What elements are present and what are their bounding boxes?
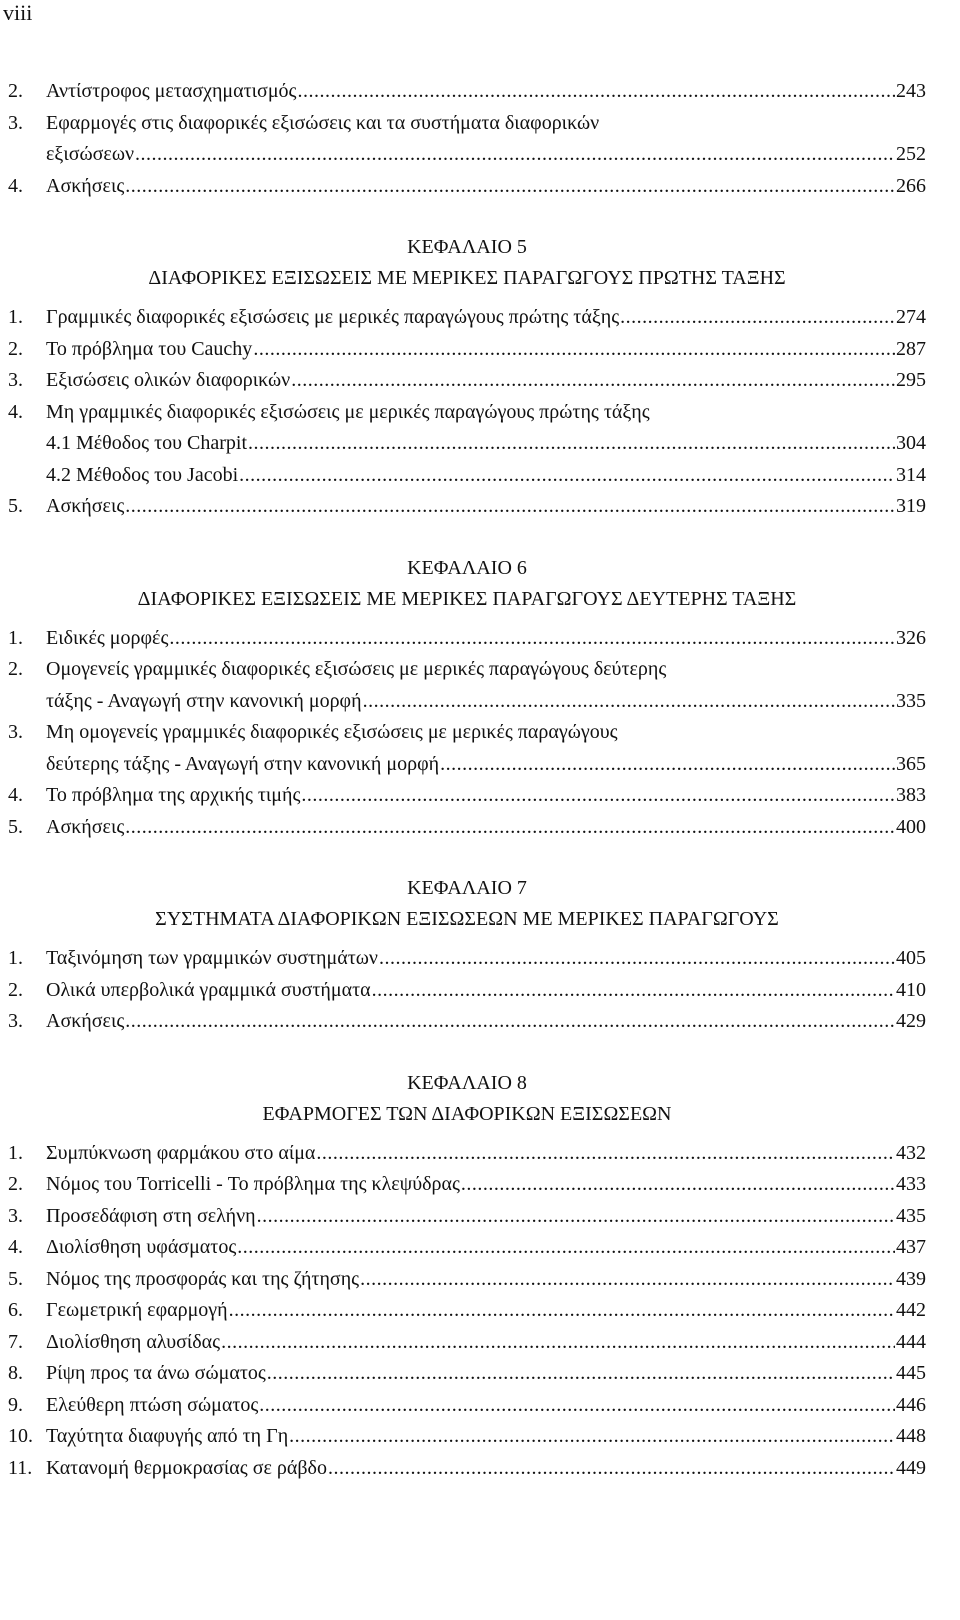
entry-title: Συμπύκνωση φαρμάκου στο αίμα <box>46 1141 316 1164</box>
entry-number: 1. <box>8 1141 23 1164</box>
toc-entry[interactable] <box>8 1327 926 1359</box>
entry-number: 4. <box>8 1236 23 1258</box>
entry-title: Ελεύθερη πτώση σώματος <box>46 1393 259 1416</box>
entry-number: 11. <box>8 1456 33 1479</box>
chapter-heading: ΔΙΑΦΟΡΙΚΕΣ ΕΞΙΣΩΣΕΙΣ ΜΕ ΜΕΡΙΚΕΣ ΠΑΡΑΓΩΓΟΥΣ ΔΕΥΤΕΡΗΣ ΤΑΞΗΣ <box>137 587 797 610</box>
entry-title: Εξισώσεις ολικών διαφορικών <box>46 369 291 391</box>
entry-page: 365 <box>896 752 926 775</box>
chapter-heading: ΔΙΑΦΟΡΙΚΕΣ ΕΞΙΣΩΣΕΙΣ ΜΕ ΜΕΡΙΚΕΣ ΠΑΡΑΓΩΓΟΥΣ ΠΡΩΤΗΣ ΤΑΞΗΣ <box>148 267 786 289</box>
toc-subentry[interactable] <box>8 460 926 492</box>
entry-number: 6. <box>8 1299 23 1321</box>
entry-title: Εφαρμογές στις διαφορικές εξισώσεις και τα συστήματα διαφορικών <box>46 111 600 134</box>
intro-section <box>8 76 926 202</box>
entry-page: 252 <box>896 143 926 165</box>
toc-entry[interactable] <box>8 812 926 844</box>
entry-page: 326 <box>896 626 926 649</box>
entry-page: 445 <box>896 1362 926 1384</box>
chapter-heading: ΕΦΑΡΜΟΓΕΣ ΤΩΝ ΔΙΑΦΟΡΙΚΩΝ ΕΞΙΣΩΣΕΩΝ <box>262 1102 672 1125</box>
entry-title: Ταχύτητα διαφυγής από τη Γη <box>46 1425 289 1447</box>
entry-number: 1. <box>8 626 23 649</box>
entry-number: 2. <box>8 80 23 102</box>
entry-number: 2. <box>8 337 23 360</box>
entry-title: Ασκήσεις <box>46 1010 125 1032</box>
entry-page: 410 <box>896 978 926 1001</box>
toc-entry[interactable] <box>8 1201 926 1233</box>
entry-title: Αντίστροφος μετασχηματισμός <box>46 80 297 102</box>
leader-dots <box>248 428 895 460</box>
toc-entry[interactable] <box>8 1390 926 1422</box>
leader-dots <box>297 76 895 108</box>
entry-title: Μη γραμμικές διαφορικές εξισώσεις με μερικές παραγώγους πρώτης τάξης <box>46 400 650 423</box>
toc-entry[interactable] <box>8 1421 926 1453</box>
toc-entry[interactable] <box>8 108 926 140</box>
toc-entry[interactable] <box>8 717 926 749</box>
entry-number: 5. <box>8 495 23 517</box>
leader-dots <box>267 1358 895 1390</box>
entry-title: Προσεδάφιση στη σελήνη <box>46 1204 256 1227</box>
entry-page: 295 <box>896 369 926 391</box>
entry-page: 405 <box>896 947 926 969</box>
entry-title: δεύτερης τάξης - Αναγωγή στην κανονική μορφή <box>46 752 440 775</box>
entry-title: Νόμος της προσφοράς και της ζήτησης <box>46 1267 360 1290</box>
entry-page: 433 <box>896 1173 926 1195</box>
leader-dots <box>289 1421 895 1453</box>
leader-dots <box>125 812 895 844</box>
toc-entry[interactable] <box>8 1264 926 1296</box>
leader-dots <box>316 1138 895 1170</box>
toc-entry-continuation[interactable] <box>8 139 926 171</box>
entry-page: 266 <box>896 174 926 197</box>
entry-number: 3. <box>8 721 23 743</box>
chapter-label: ΚΕΦΑΛΑΙΟ 7 <box>407 877 527 899</box>
entry-title: Ολικά υπερβολικά γραμμικά συστήματα <box>46 978 371 1001</box>
chapter-heading: ΣΥΣΤΗΜΑΤΑ ΔΙΑΦΟΡΙΚΩΝ ΕΞΙΣΩΣΕΩΝ ΜΕ ΜΕΡΙΚΕΣ ΠΑΡΑΓΩΓΟΥΣ <box>155 908 779 930</box>
toc-entry[interactable] <box>8 76 926 108</box>
entry-number: 5. <box>8 815 23 838</box>
toc-entry[interactable] <box>8 1138 926 1170</box>
entry-number: 1. <box>8 947 23 969</box>
entry-title: Διολίσθηση αλυσίδας <box>46 1330 221 1353</box>
toc-entry[interactable] <box>8 623 926 655</box>
entry-title: Γεωμετρική εφαρμογή <box>46 1299 228 1321</box>
toc-entry[interactable] <box>8 780 926 812</box>
entry-number: 10. <box>8 1425 33 1447</box>
chapter-8-entries <box>8 1138 926 1485</box>
entry-title: 4.1 Μέθοδος του Charpit <box>46 432 248 454</box>
entry-page: 442 <box>896 1299 926 1321</box>
entry-number: 4. <box>8 784 23 806</box>
entry-page: 432 <box>896 1141 926 1164</box>
toc-entry[interactable] <box>8 975 926 1007</box>
leader-dots <box>229 1295 895 1327</box>
leader-dots <box>291 365 895 397</box>
chapter-label: ΚΕΦΑΛΑΙΟ 5 <box>407 236 527 258</box>
toc-entry[interactable] <box>8 1232 926 1264</box>
toc-entry-continuation[interactable] <box>8 749 926 781</box>
toc-entry[interactable] <box>8 1358 926 1390</box>
entry-number: 3. <box>8 1204 23 1227</box>
chapter-label: ΚΕΦΑΛΑΙΟ 8 <box>407 1071 527 1094</box>
leader-dots <box>360 1264 895 1296</box>
toc-entry[interactable] <box>8 1295 926 1327</box>
entry-page: 274 <box>896 306 926 328</box>
leader-dots <box>253 334 895 366</box>
entry-page: 437 <box>896 1236 926 1258</box>
chapter-7-entries <box>8 943 926 1038</box>
chapter-label: ΚΕΦΑΛΑΙΟ 6 <box>407 556 527 579</box>
entry-page: 314 <box>896 463 926 486</box>
entry-number: 4. <box>8 400 23 423</box>
entry-number: 5. <box>8 1267 23 1290</box>
chapter-6-header <box>8 553 926 615</box>
entry-number: 1. <box>8 306 23 328</box>
chapter-5-entries <box>8 302 926 523</box>
leader-dots <box>135 139 895 171</box>
leader-dots <box>221 1327 895 1359</box>
entry-title: τάξης - Αναγωγή στην κανονική μορφή <box>46 689 362 712</box>
leader-dots <box>461 1169 895 1201</box>
toc-entry[interactable] <box>8 334 926 366</box>
leader-dots <box>363 686 895 718</box>
entry-page: 429 <box>896 1010 926 1032</box>
entry-title: Ρίψη προς τα άνω σώματος <box>46 1362 266 1384</box>
entry-title: Ασκήσεις <box>46 495 125 517</box>
entry-title: Μη ομογενείς γραμμικές διαφορικές εξισώσεις με μερικές παραγώγους <box>46 721 618 743</box>
leader-dots <box>301 780 895 812</box>
entry-number: 8. <box>8 1362 23 1384</box>
entry-title: εξισώσεων <box>46 143 135 165</box>
entry-title: 4.2 Μέθοδος του Jacobi <box>46 463 239 486</box>
entry-number: 9. <box>8 1393 23 1416</box>
entry-page: 383 <box>896 784 926 806</box>
entry-page: 335 <box>896 689 926 712</box>
entry-title: Διολίσθηση υφάσματος <box>46 1236 237 1258</box>
toc-entry[interactable] <box>8 397 926 429</box>
leader-dots <box>125 171 895 203</box>
toc-entry[interactable] <box>8 654 926 686</box>
entry-page: 446 <box>896 1393 926 1416</box>
entry-page: 444 <box>896 1330 926 1353</box>
toc-entry[interactable] <box>8 1006 926 1038</box>
entry-title: Ταξινόμηση των γραμμικών συστημάτων <box>46 947 378 969</box>
leader-dots <box>440 749 895 781</box>
leader-dots <box>328 1453 895 1485</box>
entry-page: 304 <box>896 432 926 454</box>
leader-dots <box>169 623 895 655</box>
entry-number: 2. <box>8 658 23 680</box>
toc-entry[interactable] <box>8 1453 926 1485</box>
leader-dots <box>379 943 895 975</box>
toc-entry[interactable] <box>8 1169 926 1201</box>
leader-dots <box>237 1232 895 1264</box>
entry-number: 2. <box>8 978 23 1001</box>
entry-number: 7. <box>8 1330 23 1353</box>
leader-dots <box>239 460 895 492</box>
entry-number: 4. <box>8 174 23 197</box>
entry-number: 3. <box>8 369 23 391</box>
entry-title: Το πρόβλημα της αρχικής τιμής <box>46 784 301 806</box>
toc-entry-continuation[interactable] <box>8 686 926 718</box>
leader-dots <box>372 975 895 1007</box>
entry-title: Νόμος του Torricelli - Το πρόβλημα της κλεψύδρας <box>46 1173 460 1195</box>
chapter-5-header <box>8 232 926 294</box>
chapter-7-header <box>8 873 926 935</box>
entry-title: Ασκήσεις <box>46 815 125 838</box>
table-of-contents <box>8 76 926 1484</box>
leader-dots <box>257 1201 895 1233</box>
leader-dots <box>620 302 895 334</box>
toc-entry[interactable] <box>8 491 926 523</box>
entry-page: 448 <box>896 1425 926 1447</box>
entry-title: Ασκήσεις <box>46 174 125 197</box>
leader-dots <box>125 491 895 523</box>
entry-title: Το πρόβλημα του Cauchy <box>46 337 253 360</box>
entry-title: Κατανομή θερμοκρασίας σε ράβδο <box>46 1456 327 1479</box>
toc-entry[interactable] <box>8 171 926 203</box>
leader-dots <box>125 1006 895 1038</box>
toc-entry[interactable] <box>8 943 926 975</box>
entry-page: 319 <box>896 495 926 517</box>
entry-number: 3. <box>8 111 23 134</box>
toc-entry[interactable] <box>8 365 926 397</box>
entry-page: 287 <box>896 337 926 360</box>
entry-page: 400 <box>896 815 926 838</box>
entry-page: 435 <box>896 1204 926 1227</box>
chapter-6-entries <box>8 623 926 844</box>
leader-dots <box>259 1390 895 1422</box>
entry-number: 3. <box>8 1010 23 1032</box>
toc-subentry[interactable] <box>8 428 926 460</box>
entry-title: Γραμμικές διαφορικές εξισώσεις με μερικές παραγώγους πρώτης τάξης <box>46 306 620 328</box>
page-number: viii <box>3 0 33 25</box>
entry-title: Ειδικές μορφές <box>46 626 169 649</box>
entry-number: 2. <box>8 1173 23 1195</box>
chapter-8-header <box>8 1068 926 1130</box>
entry-title: Ομογενείς γραμμικές διαφορικές εξισώσεις με μερικές παραγώγους δεύτερης <box>46 658 667 680</box>
entry-page: 243 <box>896 80 926 102</box>
entry-page: 439 <box>896 1267 926 1290</box>
entry-page: 449 <box>896 1456 926 1479</box>
toc-entry[interactable] <box>8 302 926 334</box>
